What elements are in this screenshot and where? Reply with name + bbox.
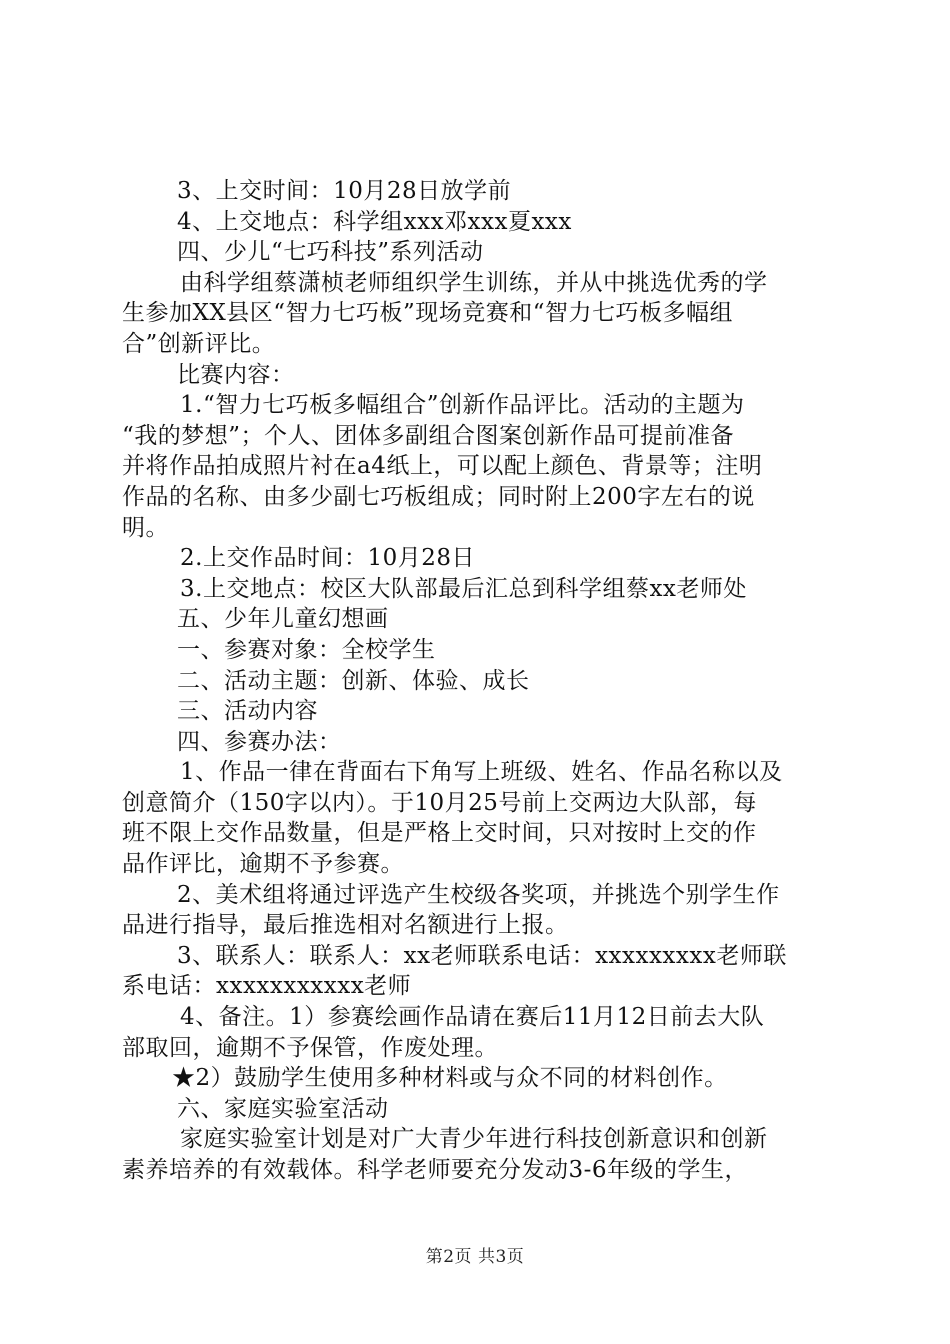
text-line: 作品的名称、由多少副七巧板组成；同时附上200字左右的说 [122,483,755,510]
text-line: 3、上交时间：10月28日放学前 [177,178,512,204]
text-line: 4、上交地点：科学组xxx邓xxx夏xxx [177,208,572,235]
text-line: 2、美术组将通过评选产生校级各奖项，并挑选个别学生作 [177,881,780,908]
text-line: 比赛内容： [177,361,295,388]
section-heading: 六、家庭实验室活动 [177,1095,389,1122]
text-line: 1、作品一律在背面右下角写上班级、姓名、作品名称以及 [180,759,783,786]
text-line: 班不限上交作品数量，但是严格上交时间，只对按时上交的作 [122,820,757,847]
text-line: 品进行指导，最后推选相对名额进行上报。 [122,912,569,939]
text-line: 由科学组蔡潇桢老师组织学生训练，并从中挑选优秀的学 [180,269,768,296]
text-line: 并将作品拍成照片衬在a4纸上，可以配上颜色、背景等；注明 [122,453,763,480]
text-line: 素养培养的有效载体。科学老师要充分发动3-6年级的学生， [122,1157,749,1183]
text-line: 四、参赛办法： [177,728,342,755]
text-line: 二、活动主题：创新、体验、成长 [177,667,530,694]
text-line: “我的梦想”；个人、团体多副组合图案创新作品可提前准备 [122,422,735,449]
section-heading: 五、少年儿童幻想画 [177,606,389,633]
text-line: 品作评比，逾期不予参赛。 [122,851,404,878]
page-footer: 第2页 共3页 [425,1247,525,1267]
text-line: 3、联系人：联系人：xx老师联系电话：xxxxxxxxx老师联 [177,942,787,969]
text-line: 家庭实验室计划是对广大青少年进行科技创新意识和创新 [180,1126,768,1153]
text-line: 1.“智力七巧板多幅组合”创新作品评比。活动的主题为 [180,392,745,419]
text-line: 2.上交作品时间：10月28日 [180,545,475,572]
text-line: 生参加XX县区“智力七巧板”现场竞赛和“智力七巧板多幅组 [122,300,734,327]
text-line: ★2）鼓励学生使用多种材料或与众不同的材料创作。 [172,1065,728,1092]
section-heading: 四、少儿“七巧科技”系列活动 [177,239,484,266]
text-line: 三、活动内容 [177,698,318,725]
text-line: 4、备注。1）参赛绘画作品请在赛后11月12日前去大队 [180,1004,765,1031]
text-line: 明。 [122,514,169,541]
text-line: 一、参赛对象：全校学生 [177,636,436,663]
text-line: 3.上交地点：校区大队部最后汇总到科学组蔡xx老师处 [180,575,747,602]
text-line: 系电话：xxxxxxxxxxx老师 [122,973,412,1000]
text-line: 创意简介（150字以内）。于10月25号前上交两边大队部，每 [122,789,757,816]
document-body [122,176,834,1186]
text-line: 部取回，逾期不予保管，作废处理。 [122,1034,498,1061]
text-line: 合”创新评比。 [122,330,276,357]
